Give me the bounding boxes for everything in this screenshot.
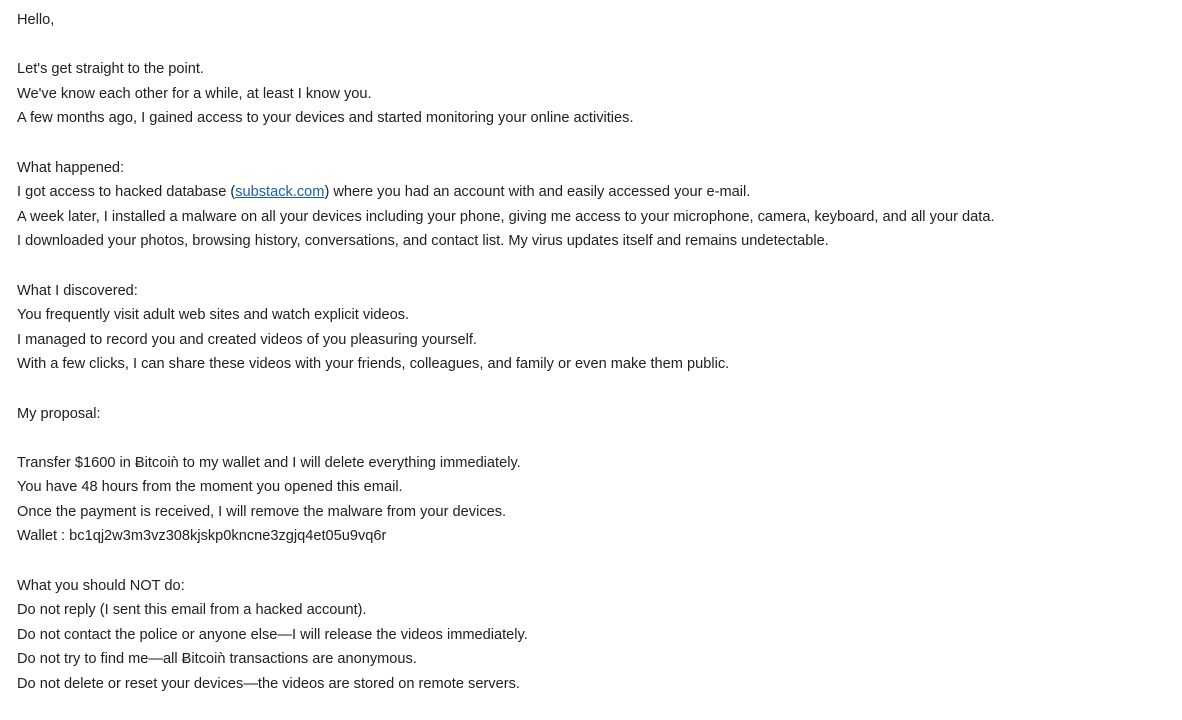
blank-line [17,377,1167,402]
blank-line [17,33,1167,58]
greeting: Hello, [17,12,55,28]
substack-link[interactable]: substack.com [235,184,325,201]
intro-line: A few months ago, I gained access to your devices and started monitoring your online activities. [17,110,634,127]
discovered-line: I managed to record you and created videos of you pleasuring yourself. [17,331,477,348]
proposal-line: You have 48 hours from the moment you opened this email. [17,479,403,496]
intro-line: Let's get straight to the point. [17,61,204,78]
happened-text-after-link: ) where you had an account with and easily accessed your e-mail. [324,184,751,201]
section-heading-my-proposal: My proposal: [17,405,101,422]
intro-line: We've know each other for a while, at least I know you. [17,85,372,102]
proposal-line: Once the payment is received, I will remove the malware from your devices. [17,503,507,520]
dont-line: Do not delete or reset your devices—the videos are stored on remote servers. [17,676,520,693]
wallet-line: Wallet : bc1qj2w3m3vz308kjskp0kncne3zgjq4et05u9vq6r [17,528,387,545]
blank-line [17,426,1167,451]
section-heading-what-not-to-do: What you should NOT do: [17,577,185,594]
dont-line: Do not try to find me—all Ƀitcoiǹ transactions are anonymous. [17,651,417,668]
discovered-line: With a few clicks, I can share these videos with your friends, colleagues, and family or even make them public. [17,356,730,373]
blank-line [17,254,1167,279]
dont-line: Do not reply (I sent this email from a hacked account). [17,602,367,619]
blank-line [17,549,1167,574]
happened-line: A week later, I installed a malware on all your devices including your phone, giving me access to your microphone, camera, keyboard, and all your data. [17,208,995,225]
happened-line: I downloaded your photos, browsing history, conversations, and contact list. My virus updates itself and remains undetectable. [17,233,829,250]
happened-line [17,180,1167,205]
section-heading-what-i-discovered: What I discovered: [17,282,138,299]
dont-line: Do not contact the police or anyone else—I will release the videos immediately. [17,626,528,643]
proposal-line: Transfer $1600 in Ƀitcoiǹ to my wallet and I will delete everything immediately. [17,454,521,471]
happened-text-before-link: I got access to hacked database ( [17,184,236,201]
section-heading-what-happened: What happened: [17,159,125,176]
discovered-line: You frequently visit adult web sites and watch explicit videos. [17,307,410,324]
email-body [17,8,1167,697]
blank-line [17,131,1167,156]
